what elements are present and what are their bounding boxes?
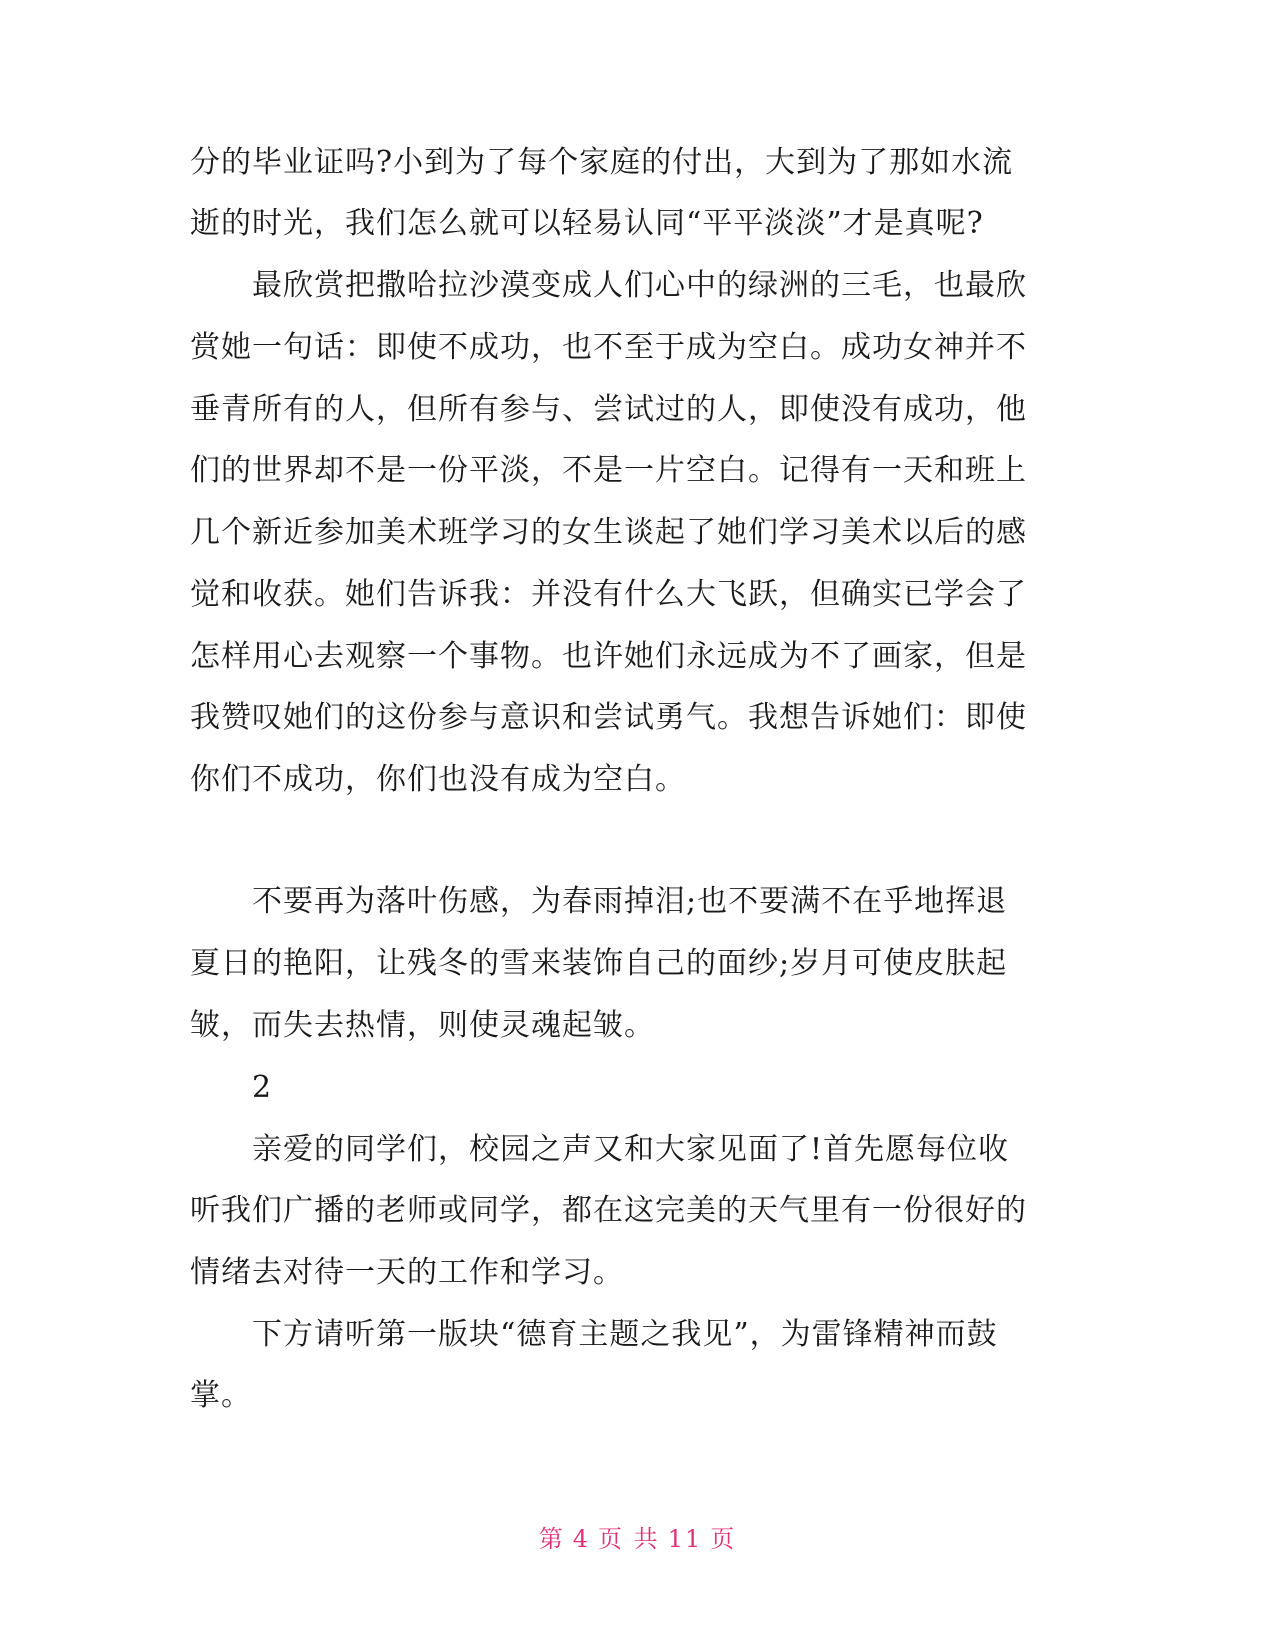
- text-line: 掌。: [190, 1378, 252, 1413]
- text-line: 分的毕业证吗?小到为了每个家庭的付出，大到为了那如水流: [190, 145, 1014, 180]
- text-line: 听我们广播的老师或同学，都在这完美的天气里有一份很好的: [190, 1193, 1027, 1228]
- footer-suffix: 页: [710, 1525, 737, 1553]
- footer-prefix: 第: [538, 1525, 565, 1553]
- text-line: 觉和收获。她们告诉我：并没有什么大飞跃，但确实已学会了: [190, 577, 1027, 612]
- footer-page-number: 4: [572, 1525, 591, 1553]
- text-line: 情绪去对待一天的工作和学习。: [190, 1255, 624, 1290]
- text-line: 下方请听第一版块“德育主题之我见”，为雷锋精神而鼓: [252, 1317, 998, 1352]
- text-line: 逝的时光，我们怎么就可以轻易认同“平平淡淡”才是真呢?: [190, 206, 984, 241]
- page-footer: [0, 1523, 1275, 1555]
- text-line: 夏日的艳阳，让残冬的雪来装饰自己的面纱;岁月可使皮肤起: [190, 946, 1008, 981]
- text-line: 不要再为落叶伤感，为春雨掉泪;也不要满不在乎地挥退: [252, 884, 1008, 919]
- text-line: 怎样用心去观察一个事物。也许她们永远成为不了画家，但是: [190, 639, 1027, 674]
- footer-middle: 页 共: [598, 1525, 660, 1553]
- text-line: 赏她一句话：即使不成功，也不至于成为空白。成功女神并不: [190, 330, 1027, 365]
- text-line: 我赞叹她们的这份参与意识和尝试勇气。我想告诉她们：即使: [190, 700, 1027, 735]
- text-line: 们的世界却不是一份平淡，不是一片空白。记得有一天和班上: [190, 453, 1027, 488]
- text-line: 你们不成功，你们也没有成为空白。: [190, 762, 686, 797]
- section-number: 2: [252, 1070, 273, 1105]
- text-line: 几个新近参加美术班学习的女生谈起了她们学习美术以后的感: [190, 515, 1027, 550]
- footer-total-pages: 11: [667, 1525, 703, 1553]
- text-line: 垂青所有的人，但所有参与、尝试过的人，即使没有成功，他: [190, 392, 1027, 427]
- text-line: 最欣赏把撒哈拉沙漠变成人们心中的绿洲的三毛，也最欣: [252, 268, 1027, 303]
- text-line: 皱，而失去热情，则使灵魂起皱。: [190, 1008, 655, 1043]
- text-line: 亲爱的同学们，校园之声又和大家见面了!首先愿每位收: [252, 1132, 1010, 1167]
